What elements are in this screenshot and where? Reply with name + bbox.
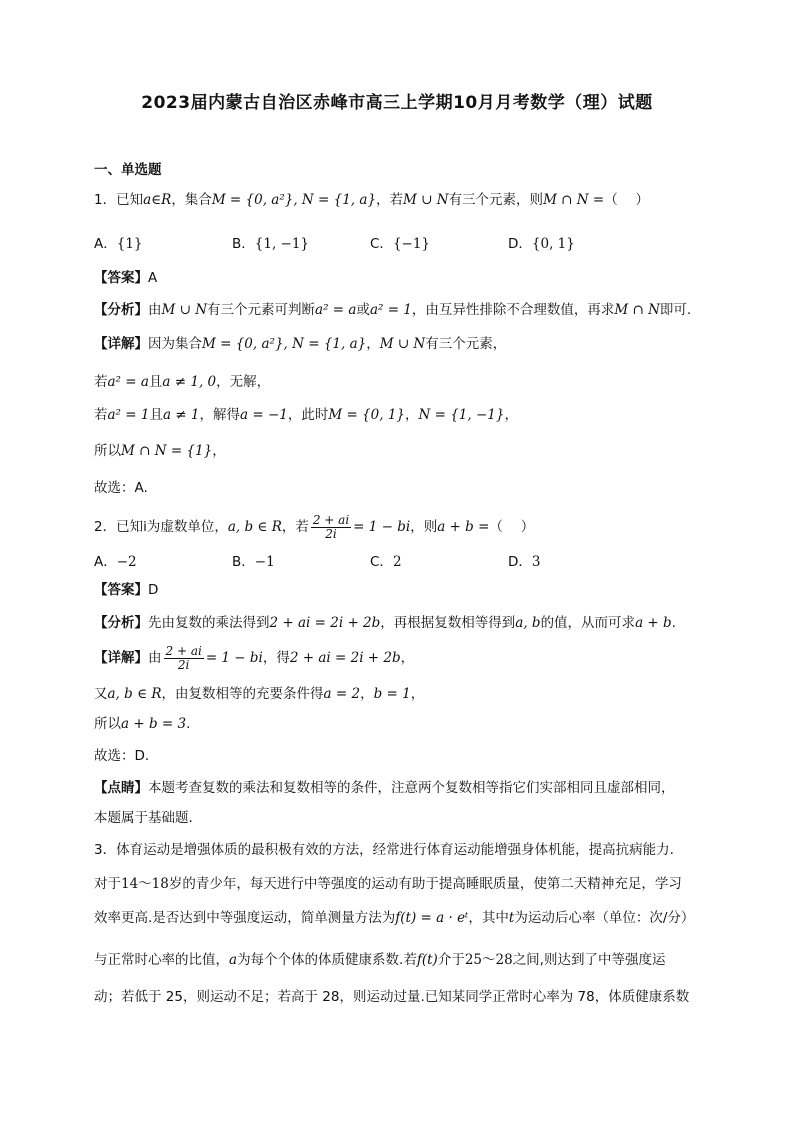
q2-option-a [94,550,137,570]
q1-stem [94,190,649,210]
answer-value: D [148,582,159,598]
q3-line [94,874,682,894]
detail-text: 若 [94,374,108,390]
q3-math: 25～28 [464,952,513,968]
detail-math: a + b = 3 [121,716,187,732]
detail-math: a ≠ 1, 0 [162,374,217,390]
detail-text: 有三个元素， [425,336,507,352]
analysis-math: a² = 1 [369,302,412,318]
analysis-text: 的值，从而可求 [540,615,636,631]
detail-text: 又 [94,686,108,702]
detail-math: a² = a [107,374,149,390]
detail-text: ， [212,443,226,459]
detail-label: 【详解】 [94,650,148,666]
q2-stem-math: a + b = [437,519,490,535]
option-letter: D． [508,236,532,252]
q1-stem-text: ，集合 [171,192,212,208]
q1-detail [94,334,506,354]
q3-line [94,950,665,970]
option-value: 3 [531,554,541,570]
q1-detail-line [94,441,226,461]
analysis-text: ，再根据复数相等得到 [380,615,516,631]
q1-stem-math: a∈R [143,192,172,208]
detail-text: ，得 [262,650,290,666]
detail-text: 所以 [94,443,121,459]
answer-label: 【答案】 [94,582,148,598]
q2-detail-fraction [164,645,204,672]
detail-math: a, b ∈ R [107,686,162,702]
detail-text: ， [400,650,415,666]
q2-stem-math: = 1 − bi [353,519,411,535]
q2-stem-text: ，若 [281,519,309,535]
q1-option-c [370,232,430,252]
analysis-text: 即可. [659,302,692,318]
q3-text: 与正常时心率的比值， [94,952,229,968]
option-value: −2 [116,554,137,570]
analysis-label: 【分析】 [94,302,148,318]
detail-text: 且 [148,374,163,390]
q3-math: a [229,952,238,968]
q3-math: t [508,910,515,926]
detail-math: 2 + ai = 2i + 2b [289,650,401,666]
fraction-denominator: 2i [325,526,337,541]
q3-text: 介于 [437,952,465,968]
analysis-math: a, b [515,615,541,631]
q1-stem-math: M = {0, a²}, N = {1, a} [211,192,377,208]
detail-text: 因为集合 [148,336,202,352]
q2-answer [94,580,158,600]
detail-math: M ∪ N [379,336,426,352]
option-value: −1 [254,554,275,570]
section-heading: 一、单选题 [94,162,162,178]
analysis-math: M ∪ N [161,302,208,318]
analysis-math: 2 + ai = 2i + 2b [269,615,381,631]
q3-text: 为运动后心率（单位：次/分） [514,910,695,926]
q2-analysis [94,613,676,633]
analysis-text: 或 [356,302,370,318]
q3-line: 3．体育运动是增强体质的最积极有效的方法，经常进行体育运动能增强身体机能，提高抗病能力. [94,842,674,858]
comment-label: 【点睛】 [94,780,148,796]
detail-label: 【详解】 [94,336,148,352]
analysis-text: 有三个元素可判断 [207,302,316,318]
analysis-text: 由 [148,302,162,318]
detail-math: a = −1 [240,407,288,423]
detail-math: M = {0, a²}, N = {1, a} [202,336,367,352]
detail-text: ，由复数相等的充要条件得 [161,686,324,702]
detail-text: ，解得 [199,407,240,423]
detail-text: 所以 [94,716,121,732]
detail-text: 且 [149,407,163,423]
detail-math: a ≠ 1 [162,407,200,423]
analysis-text: 先由复数的乘法得到 [148,615,270,631]
analysis-math: a² = a [315,302,357,318]
detail-text: . [186,716,191,732]
q2-stem-text: （ ） [489,519,535,535]
answer-label: 【答案】 [94,270,148,286]
analysis-label: 【分析】 [94,615,148,631]
analysis-math: M ∩ N [614,302,660,318]
q2-detail-line [94,714,190,734]
detail-text: ，无解， [216,374,271,390]
option-letter: A． [94,554,117,570]
analysis-text: . [671,615,676,631]
option-letter: A． [94,236,117,252]
option-value: {1} [116,236,143,252]
q2-detail [94,643,414,673]
q1-detail-line [94,405,518,425]
q1-option-b [232,232,309,252]
option-letter: C． [370,236,393,252]
q3-line: 动；若低于 25，则运动不足；若高于 28，则运动过量.已知某同学正常时心率为 78，体质健康系数 [94,989,690,1005]
analysis-text: ，由互异性排除不合理数值，再求 [411,302,615,318]
detail-text: 由 [148,650,162,666]
detail-text: ，此时 [287,407,329,423]
analysis-math: a + b [635,615,672,631]
detail-math: M ∩ N = {1} [121,443,213,459]
q2-comment-line: 本题属于基础题. [94,810,193,826]
q1-stem-text: （ ） [604,192,649,208]
q1-stem-math: M ∩ N = [543,192,605,208]
q1-stem-math: M ∪ N [403,192,449,208]
q2-option-b [232,550,275,570]
q3-text: 对于 [94,876,121,892]
q3-math: 14～18 [121,876,169,892]
q3-text: 岁的青少年，每天进行中等强度的运动有助于提高睡眠质量，使第二天精神充足，学习 [168,876,682,892]
detail-text: 若 [94,407,108,423]
option-value: {−1} [392,236,431,252]
q2-stem-text: 2．已知i为虚数单位， [94,519,228,535]
q1-stem-text: ，若 [376,192,404,208]
q1-analysis [94,300,691,320]
q2-fraction [311,514,351,541]
option-value: {1, −1} [254,236,310,252]
detail-text: ， [366,336,380,352]
detail-text: ， [410,686,425,702]
q3-text: 之间,则达到了中等强度运 [512,952,666,968]
q1-choose: 故选：A. [94,480,148,496]
answer-value: A [148,270,158,286]
detail-text: ， [360,686,374,702]
q2-stem-text: ，则 [410,519,438,535]
q3-math: f(t) [416,952,438,968]
page-title: 2023届内蒙古自治区赤峰市高三上学期10月月考数学（理）试题 [141,93,653,113]
detail-math: = 1 − bi [205,650,263,666]
detail-math: b = 1 [373,686,411,702]
fraction-numerator: 2 + ai [165,643,202,658]
q3-text: 为每个个体的体质健康系数.若 [237,952,417,968]
detail-math: a² = 1 [107,407,150,423]
q3-text: ，其中 [468,910,509,926]
option-letter: C． [370,554,393,570]
q2-option-c [370,550,402,570]
q2-choose: 故选：D. [94,748,150,764]
detail-text: ， [504,407,518,423]
fraction-denominator: 2i [177,657,190,672]
q2-detail-line [94,684,424,704]
option-value: {0, 1} [531,236,575,252]
detail-text: ， [405,407,419,423]
q3-math: f(t) = a · eᵗ [395,910,469,926]
q1-option-d [508,232,575,252]
q2-stem-math: a, b ∈ R [227,519,282,535]
q1-stem-text: 1．已知 [94,192,144,208]
q3-text: 效率更高.是否达到中等强度运动，简单测量方法为 [94,910,396,926]
q1-option-a [94,232,143,252]
comment-text: 本题考查复数的乘法和复数相等的条件，注意两个复数相等指它们实部相同且虚部相同， [148,780,675,796]
detail-math: a = 2 [323,686,361,702]
q2-comment [94,778,675,798]
q2-option-d [508,550,541,570]
q3-line [94,908,694,928]
detail-math: M = {0, 1} [328,407,405,423]
q1-detail-line [94,372,270,392]
q2-stem [94,512,534,542]
option-letter: D． [508,554,532,570]
q1-stem-text: 有三个元素，则 [448,192,544,208]
option-value: 2 [392,554,402,570]
fraction-numerator: 2 + ai [312,512,350,527]
detail-math: N = {1, −1} [418,407,505,423]
q1-answer [94,268,157,288]
option-letter: B． [232,236,255,252]
option-letter: B． [232,554,255,570]
